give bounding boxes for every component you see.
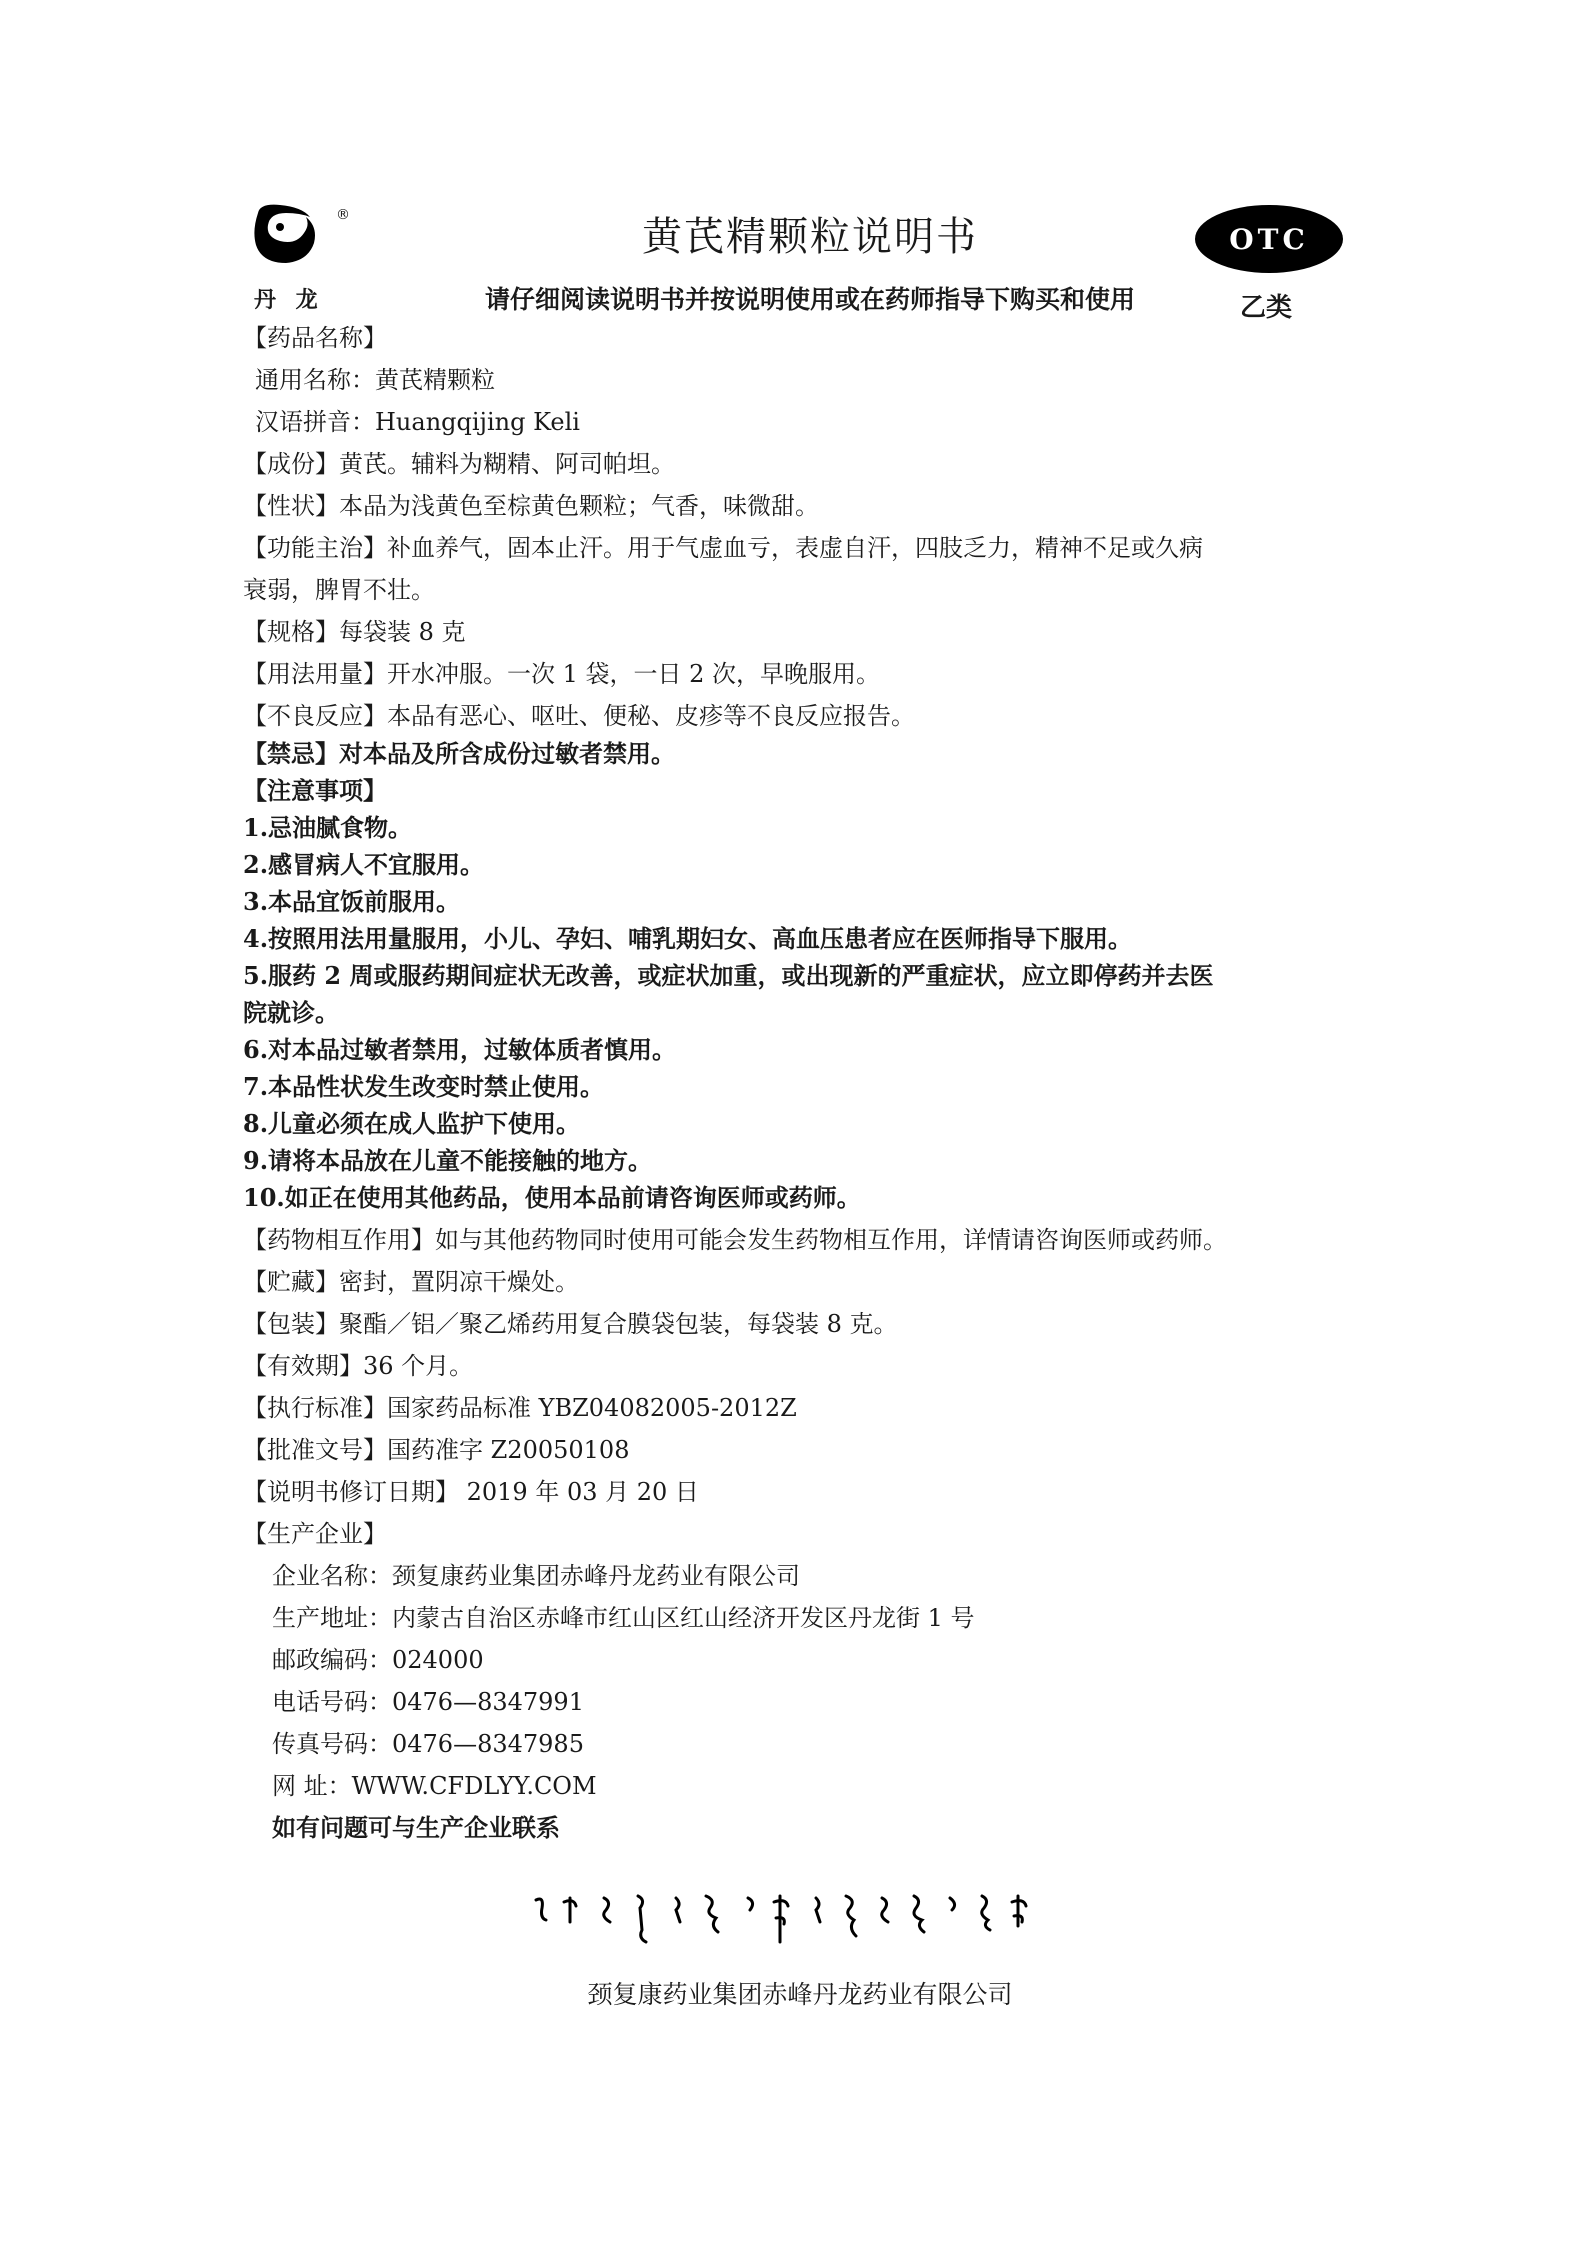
precaution-item: 10.如正在使用其他药品，使用本品前请咨询医师或药师。 [243,1183,861,1212]
generic-name: 通用名称：黄芪精颗粒 [255,366,495,394]
mongolian-script-text [530,1892,1050,1952]
ingredients: 【成份】黄芪。辅料为糊精、阿司帕坦。 [243,450,675,478]
precaution-item: 6.对本品过敏者禁用，过敏体质者慎用。 [243,1035,677,1064]
otc-label: OTC [1229,222,1309,256]
website: 网 址：WWW.CFDLYY.COM [272,1772,597,1800]
indications-line-1: 【功能主治】补血养气，固本止汗。用于气虚血亏，表虚自汗，四肢乏力，精神不足或久病 [243,534,1203,562]
precaution-item: 8.儿童必须在成人监护下使用。 [243,1109,581,1138]
indications-line-2: 衰弱，脾胃不壮。 [243,576,435,604]
document-title: 黄芪精颗粒说明书 [642,214,978,260]
precaution-item: 5.服药 2 周或服药期间症状无改善，或症状加重，或出现新的严重症状，应立即停药并去医 [243,961,1214,990]
precaution-item: 1.忌油腻食物。 [243,813,413,842]
drug-interactions: 【药物相互作用】如与其他药物同时使用可能会发生药物相互作用，详情请咨询医师或药师。 [243,1226,1227,1254]
approval-number: 【批准文号】国药准字 Z20050108 [243,1436,630,1464]
precaution-item: 7.本品性状发生改变时禁止使用。 [243,1072,605,1101]
drug-name-heading: 【药品名称】 [243,324,387,352]
contraindications: 【禁忌】对本品及所含成份过敏者禁用。 [243,739,675,768]
company-logo [240,195,360,315]
precaution-item: 2.感冒病人不宜服用。 [243,850,485,879]
precautions-heading: 【注意事项】 [243,776,387,805]
fax-number: 传真号码：0476—8347985 [272,1730,584,1758]
contact-note: 如有问题可与生产企业联系 [272,1813,560,1842]
specification: 【规格】每袋装 8 克 [243,618,466,646]
document-subtitle: 请仔细阅读说明书并按说明使用或在药师指导下购买和使用 [484,285,1135,314]
postcode: 邮政编码：024000 [272,1646,484,1674]
dosage: 【用法用量】开水冲服。一次 1 袋，一日 2 次，早晚服用。 [243,660,881,688]
execution-standard: 【执行标准】国家药品标准 YBZ04082005-2012Z [243,1394,797,1422]
precaution-item: 3.本品宜饭前服用。 [243,887,461,916]
registered-mark: ® [336,207,350,223]
appearance: 【性状】本品为浅黄色至棕黄色颗粒；气香，味微甜。 [243,492,819,520]
manufacturer-heading: 【生产企业】 [243,1520,387,1548]
precaution-item: 4.按照用法用量服用，小儿、孕妇、哺乳期妇女、高血压患者应在医师指导下服用。 [243,924,1133,953]
packaging: 【包装】聚酯／铝／聚乙烯药用复合膜袋包装，每袋装 8 克。 [243,1310,898,1338]
storage: 【贮藏】密封，置阴凉干燥处。 [243,1268,579,1296]
company-name: 企业名称：颈复康药业集团赤峰丹龙药业有限公司 [272,1562,800,1590]
production-address: 生产地址：内蒙古自治区赤峰市红山区红山经济开发区丹龙街 1 号 [272,1604,975,1632]
logo-text: 丹 龙 [254,288,324,313]
dragon-logo-icon [240,195,340,285]
otc-class-label: 乙类 [1240,293,1293,323]
revision-date: 【说明书修订日期】 2019 年 03 月 20 日 [243,1478,699,1506]
adverse-reactions: 【不良反应】本品有恶心、呕吐、便秘、皮疹等不良反应报告。 [243,702,915,730]
precaution-item: 院就诊。 [243,998,339,1027]
precaution-item: 9.请将本品放在儿童不能接触的地方。 [243,1146,653,1175]
otc-badge [1195,205,1343,273]
pinyin-name: 汉语拼音：Huangqijing Keli [255,408,580,436]
phone-number: 电话号码：0476—8347991 [272,1688,584,1716]
footer-company-name: 颈复康药业集团赤峰丹龙药业有限公司 [587,1980,1013,2009]
validity-period: 【有效期】36 个月。 [243,1352,474,1380]
